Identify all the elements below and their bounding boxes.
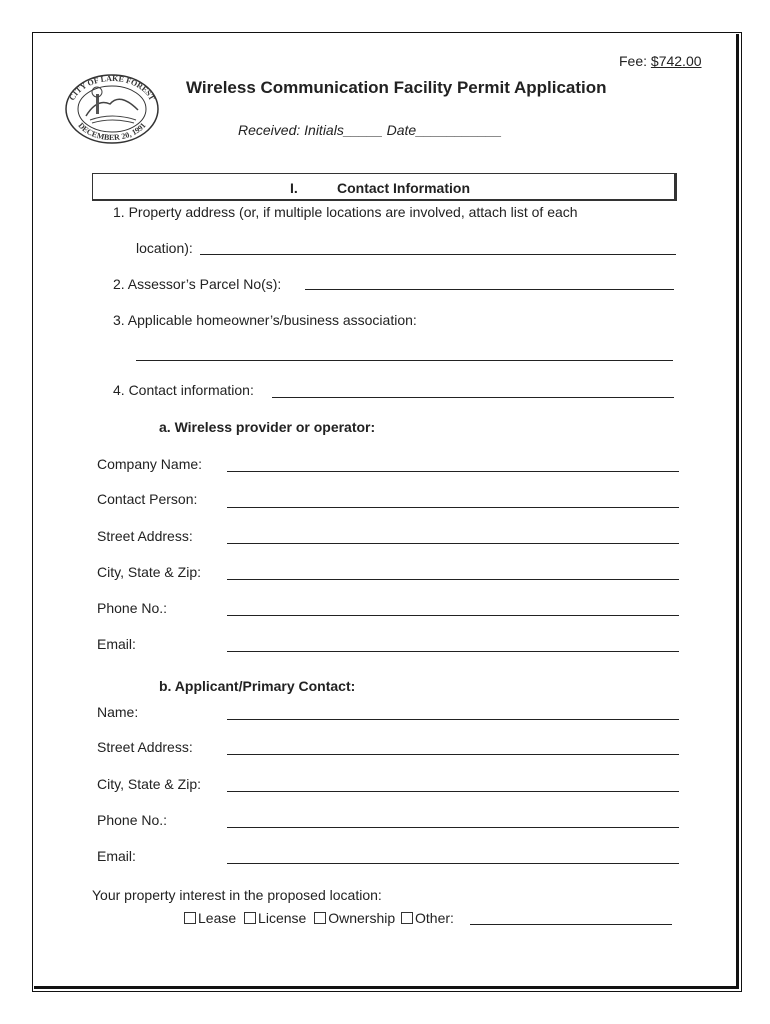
provider-email-field[interactable]	[227, 651, 679, 652]
section-title: Contact Information	[337, 180, 470, 196]
license-checkbox[interactable]	[244, 912, 256, 924]
item2-label: 2. Assessor’s Parcel No(s):	[113, 276, 282, 292]
received-initials-date: Received: Initials_____ Date___________	[238, 122, 502, 138]
city-seal-icon	[62, 70, 162, 148]
lease-label: Lease	[198, 910, 237, 926]
applicant-city-label: City, State & Zip:	[97, 776, 201, 792]
contact-information-field[interactable]	[272, 397, 674, 398]
provider-contact-label: Contact Person:	[97, 491, 198, 507]
parcel-number-field[interactable]	[305, 289, 674, 290]
provider-heading: a. Wireless provider or operator:	[159, 419, 376, 435]
property-address-field[interactable]	[200, 254, 676, 255]
seal-bottom-text: DECEMBER 20, 1991	[76, 120, 148, 143]
applicant-name-label: Name:	[97, 704, 139, 720]
provider-email-label: Email:	[97, 636, 136, 652]
provider-phone-label: Phone No.:	[97, 600, 168, 616]
other-interest-field[interactable]	[470, 924, 672, 925]
applicant-heading: b. Applicant/Primary Contact:	[159, 678, 356, 694]
ownership-checkbox[interactable]	[314, 912, 326, 924]
lease-checkbox[interactable]	[184, 912, 196, 924]
applicant-name-field[interactable]	[227, 719, 679, 720]
other-checkbox[interactable]	[401, 912, 413, 924]
provider-street-field[interactable]	[227, 543, 679, 544]
property-interest-options	[184, 910, 454, 926]
provider-phone-field[interactable]	[227, 615, 679, 616]
applicant-phone-field[interactable]	[227, 827, 679, 828]
applicant-street-label: Street Address:	[97, 739, 193, 755]
fee-label: Fee:	[619, 53, 648, 69]
provider-street-label: Street Address:	[97, 528, 193, 544]
ownership-label: Ownership	[328, 910, 396, 926]
item1-label: 1. Property address (or, if multiple locations are involved, attach list of each	[113, 204, 578, 220]
provider-city-label: City, State & Zip:	[97, 564, 201, 580]
association-field[interactable]	[136, 360, 673, 361]
provider-contact-field[interactable]	[227, 507, 679, 508]
applicant-phone-label: Phone No.:	[97, 812, 168, 828]
applicant-street-field[interactable]	[227, 754, 679, 755]
item3-label: 3. Applicable homeowner’s/business association:	[113, 312, 417, 328]
seal-top-text: CITY OF LAKE FOREST	[67, 73, 157, 103]
provider-city-field[interactable]	[227, 579, 679, 580]
applicant-email-field[interactable]	[227, 863, 679, 864]
fee	[619, 53, 702, 69]
page-title: Wireless Communication Facility Permit Application	[186, 78, 607, 97]
section-number: I.	[290, 180, 298, 196]
applicant-email-label: Email:	[97, 848, 136, 864]
svg-text:CITY OF LAKE FOREST	[67, 74, 157, 103]
fee-amount: $742.00	[650, 53, 702, 69]
property-interest-question: Your property interest in the proposed location:	[92, 887, 382, 903]
license-label: License	[258, 910, 307, 926]
provider-company-field[interactable]	[227, 471, 679, 472]
item1-label-cont: location):	[136, 240, 193, 256]
section-header	[92, 173, 677, 201]
item4-label: 4. Contact information:	[113, 382, 254, 398]
applicant-city-field[interactable]	[227, 791, 679, 792]
provider-company-label: Company Name:	[97, 456, 203, 472]
other-label: Other:	[415, 910, 454, 926]
